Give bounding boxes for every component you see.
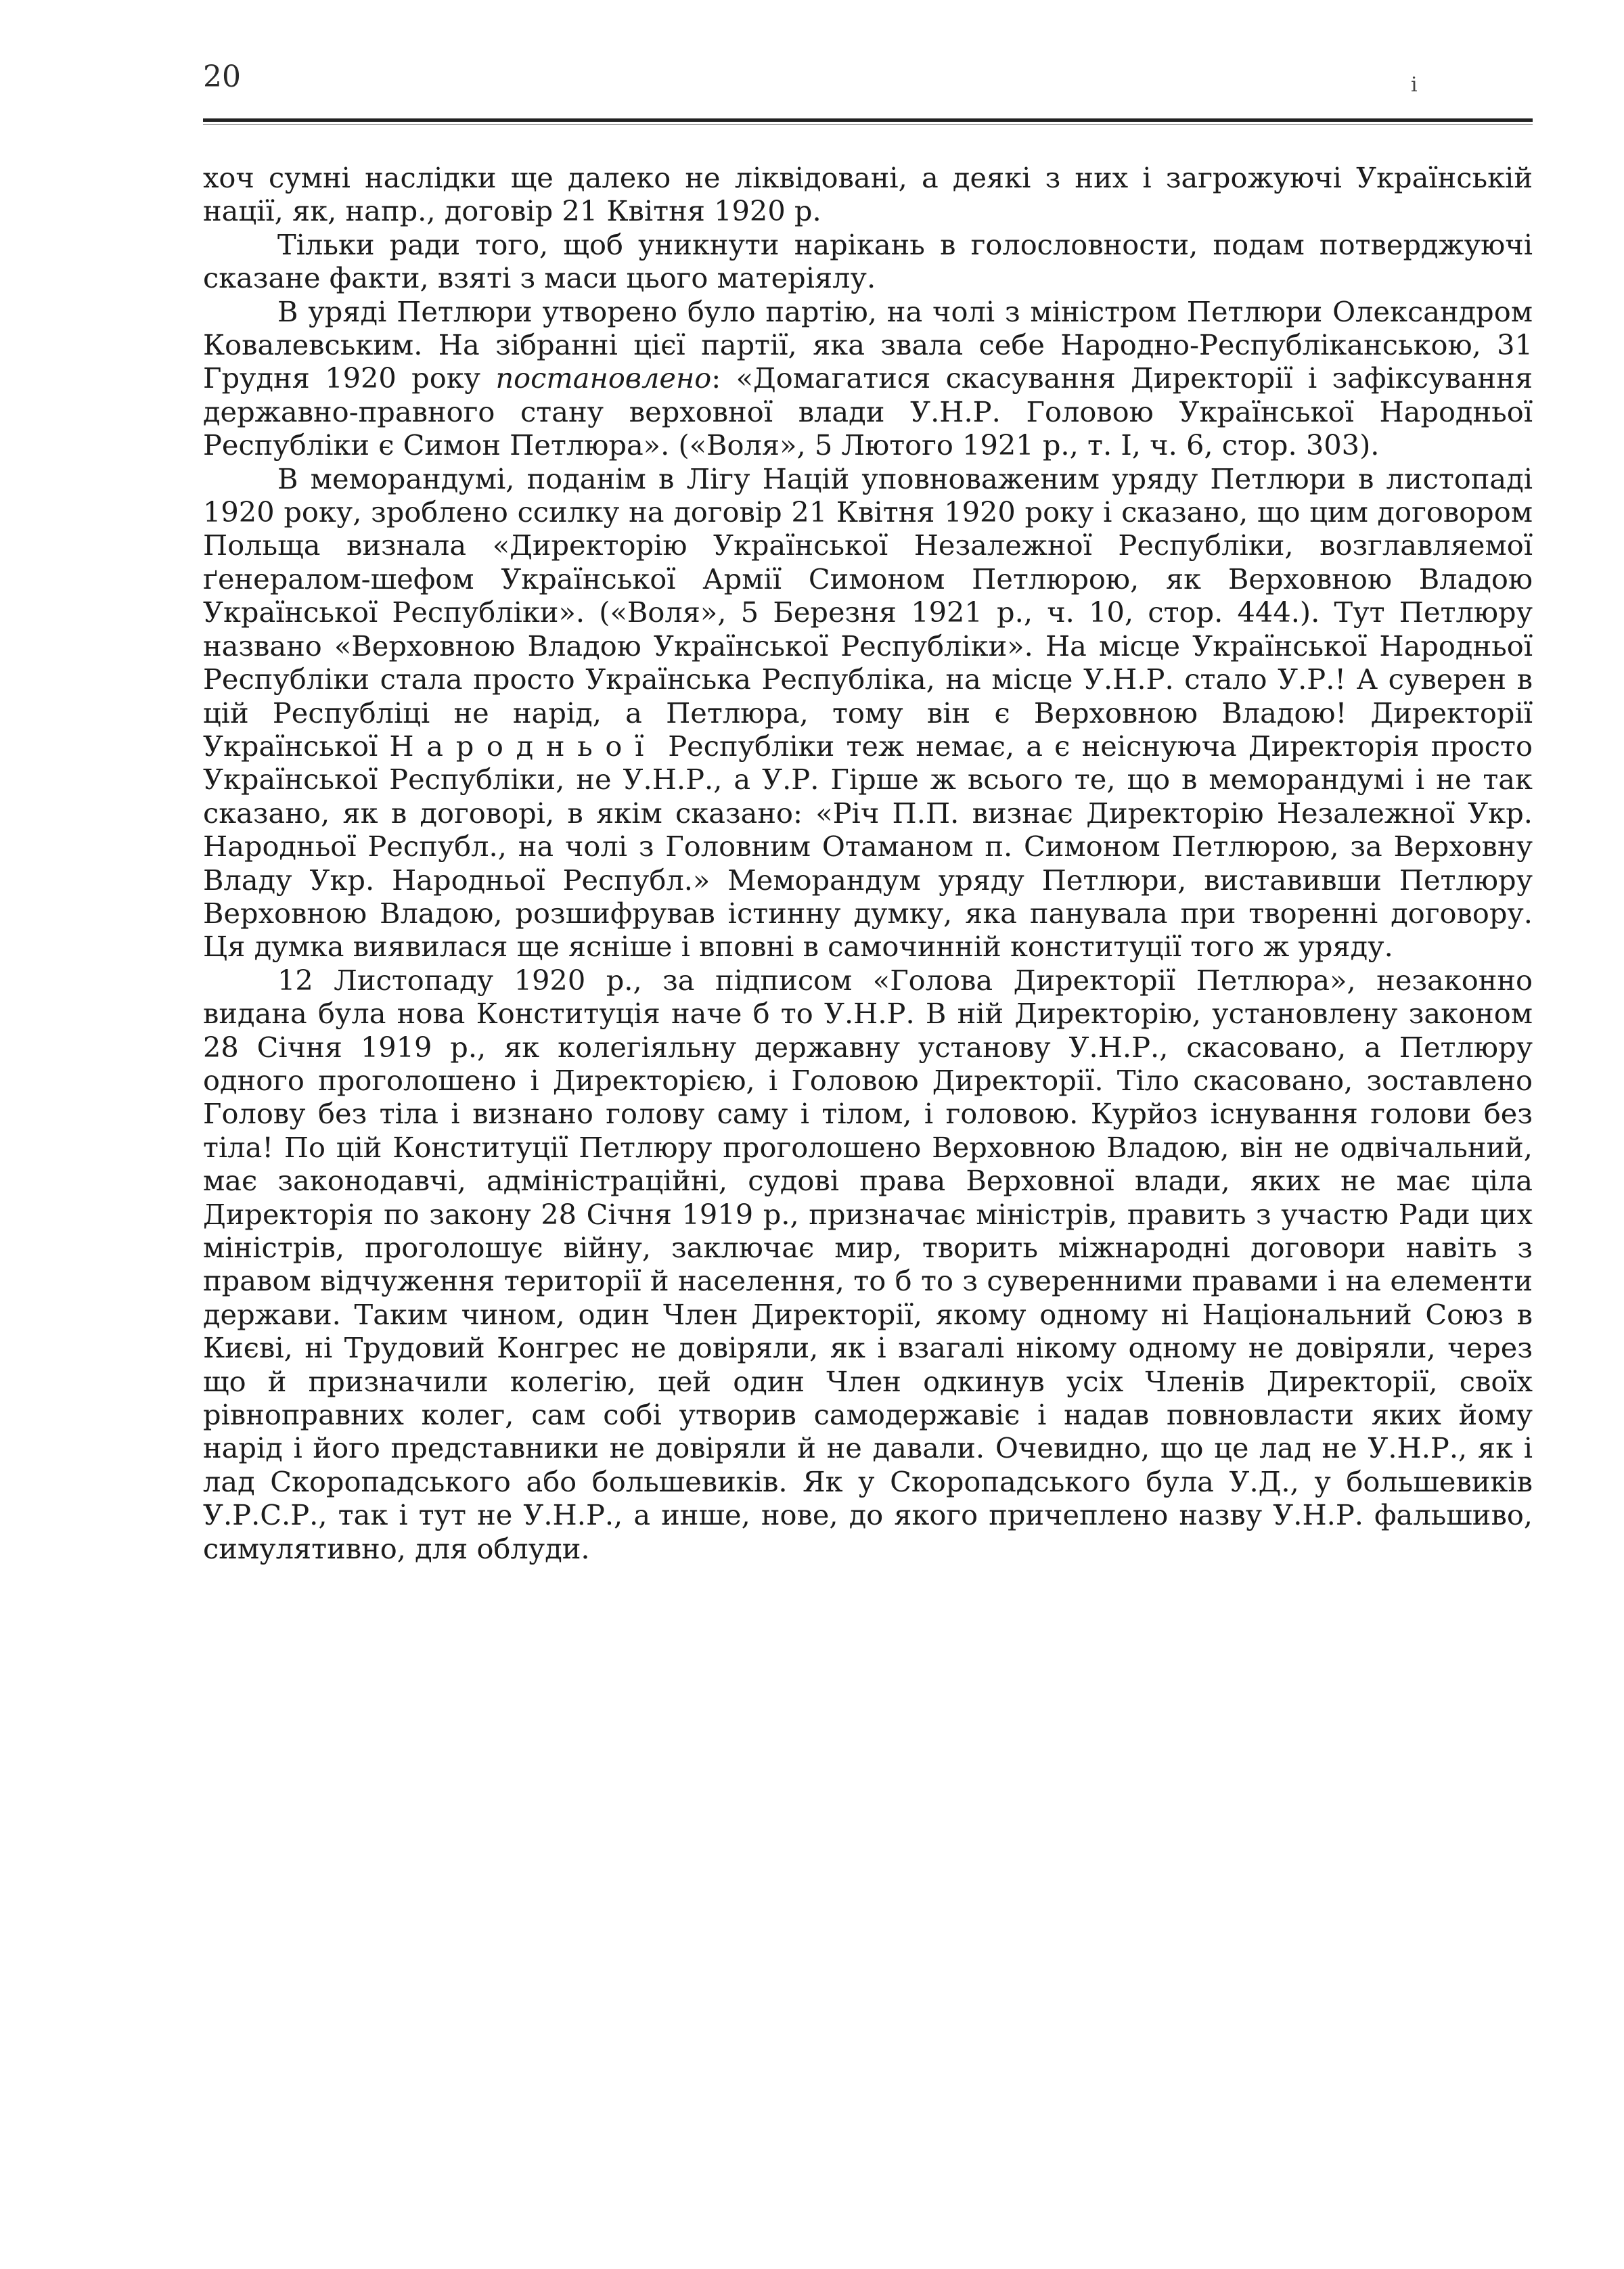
paragraph-text: Республіки теж немає, а є неіснуюча Директорія просто Української Республіки, не У.Н.Р., а У.Р. Гірше ж всього те, що в меморандумі і не так сказано, як в договорі, в якім сказано: «Річ П.П. визнає Директорію Незалежної Укр. Народньої Республ., на чолі з Головним Отаманом п. Симоном Петлюрою, за Верховну Владу Укр. Народньої Республ.» Меморандум уряду Петлюри, виставивши Петлюру Верховною Владою, розшифрував істинну думку, яка панувала при творенні договору. Ця думка виявилася ще ясніше і вповні в самочинній конституції того ж уряду. [203, 729, 1533, 964]
paragraph [203, 228, 1533, 295]
margin-mark: ⅰ [1411, 73, 1418, 97]
paragraph-text: 12 Листопаду 1920 р., за підписом «Голова Директорії Петлюра», незаконно видана була нова Конституція наче б то У.Н.Р. В ній Директорію, установлену законом 28 Січня 1919 р., як колегіяльну державну установу У.Н.Р., скасовано, а Петлюру одного проголошено і Директорією, і Головою Директорії. Тіло скасовано, зоставлено Голову без тіла і визнано голову саму і тілом, і головою. Курйоз існування голови без тіла! По цій Конституції Петлюру проголошено Верховною Владою, він не одвічальний, має законодавчі, адміністраційні, судові права Верховної влади, яких не має ціла Директорія по закону 28 Січня 1919 р., призначає міністрів, править з участю Ради цих міністрів, проголошує війну, заключає мир, творить міжнародні договори навіть з правом відчуження території й населення, то б то з суверенними правами і на елементи держави. Таким чином, один Член Директорії, якому одному ні Національний Союз в Києві, ні Трудовий Конгрес не довіряли, як і взагалі нікому одному не довіряли, через що й призначили колегію, цей один Член одкинув усіх Членів Директорії, своїх рівноправних колег, сам собі утворив самодержавіє і надав повновласти яких йому нарід і його представники не довіряли й не давали. Очевидно, що це лад не У.Н.Р., як і лад Скоропадського або большевиків. Як у Скоропадського була У.Д., у большевиків У.Р.С.Р., так і тут не У.Н.Р., а инше, нове, до якого причеплено назву У.Н.Р. фальшиво, симулятивно, для облуди. [203, 963, 1533, 1565]
paragraph [203, 295, 1533, 462]
paragraph-text: хоч сумні наслідки ще далеко не ліквідовані, а деякі з них і загрожуючі Українській нації, як, напр., договір 21 Квітня 1920 р. [203, 161, 1533, 228]
spaced-text: Народньої [389, 729, 657, 763]
page-body [203, 161, 1533, 1565]
paragraph [203, 462, 1533, 964]
paragraph-text: В уряді Петлюри утворено було партію, на чолі з міністром Петлюри Олександром Ковалевським. На зібранні цієї партії, яка звала себе Народно-Республіканською, 31 Грудня 1920 року [203, 294, 1533, 395]
page-number: 20 [203, 60, 241, 94]
paragraph-text: : «Домагатися скасування Директорії і зафіксування державно-правного стану верховної влади У.Н.Р. Головою Української Народньої Республіки є Симон Петлюра». («Воля», 5 Лютого 1921 р., т. І, ч. 6, стор. 303). [203, 361, 1533, 462]
italic-text: постановлено [495, 361, 712, 395]
header-rule [203, 118, 1533, 125]
paragraph-text: Тільки ради того, щоб уникнути нарікань в голословности, подам потверджуючі сказане факти, взяті з маси цього матеріялу. [203, 227, 1533, 295]
paragraph [203, 964, 1533, 1565]
paragraph-text: В меморандумі, поданім в Лігу Націй уповноваженим уряду Петлюри в листопаді 1920 року, зроблено ссилку на договір 21 Квітня 1920 року і сказано, що цим договором Польща визнала «Директорію Української Незалежної Республіки, возглавляемої ґенералом-шефом Української Армії Симоном Петлюрою, як Верховною Владою Української Республіки». («Воля», 5 Березня 1921 р., ч. 10, стор. 444.). Тут Петлюру названо «Верховною Владою Української Республіки». На місце Української Народньої Республіки стала просто Українська Республіка, на місце У.Н.Р. стало У.Р.! А суверен в цій Республіці не нарід, а Петлюра, тому він є Верховною Владою! Директорії Української [203, 462, 1533, 763]
paragraph-continued [203, 161, 1533, 228]
